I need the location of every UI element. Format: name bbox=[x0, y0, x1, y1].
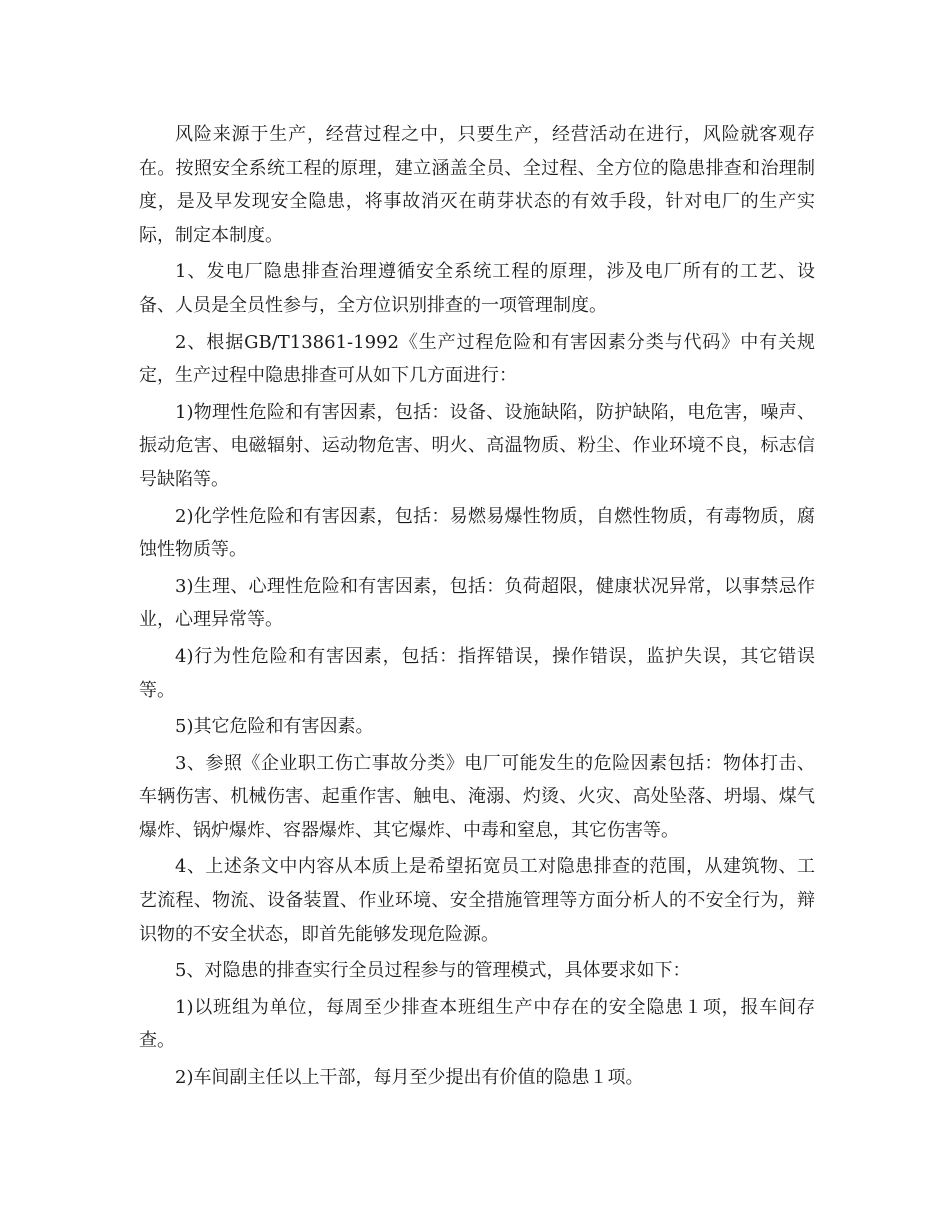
paragraph-item-4: 4、上述条文中内容从本质上是希望拓宽员工对隐患排查的范围，从建筑物、工艺流程、物流、设备装置、作业环境、安全措施管理等方面分析人的不安全行为，辩识物的不安全状态，即首先能够发现危险源。 bbox=[139, 856, 815, 945]
paragraph-intro: 风险来源于生产，经营过程之中，只要生产，经营活动在进行，风险就客观存在。按照安全系统工程的原理，建立涵盖全员、全过程、全方位的隐患排查和治理制度，是及早发现安全隐患，将事故消灭在萌芽状态的有效手段，针对电厂的生产实际，制定本制度。 bbox=[139, 124, 815, 246]
paragraph-item-1: 1、发电厂隐患排查治理遵循安全系统工程的原理，涉及电厂所有的工艺、设备、人员是全员性参与，全方位识别排查的一项管理制度。 bbox=[139, 261, 815, 316]
paragraph-subitem-chemical: 2)化学性危险和有害因素，包括：易燃易爆性物质，自燃性物质，有毒物质，腐蚀性物质等。 bbox=[139, 505, 815, 561]
paragraph-item-5: 5、对隐患的排查实行全员过程参与的管理模式，具体要求如下： bbox=[175, 960, 691, 982]
paragraph-item-3: 3、参照《企业职工伤亡事故分类》电厂可能发生的危险因素包括：物体打击、车辆伤害、机械伤害、起重作害、触电、淹溺、灼烫、火灾、高处坠落、坍塌、煤气爆炸、锅炉爆炸、容器爆炸、其它爆炸、中毒和窒息，其它伤害等。 bbox=[139, 752, 815, 841]
paragraph-subitem-physical: 1)物理性危险和有害因素，包括：设备、设施缺陷，防护缺陷，电危害，噪声、振动危害、电磁辐射、运动物危害、明火、高温物质、粉尘、作业环境不良，标志信号缺陷等。 bbox=[139, 401, 815, 490]
paragraph-item-2: 2、根据GB/T13861-1992《生产过程危险和有害因素分类与代码》中有关规定，生产过程中隐患排查可从如下几方面进行： bbox=[139, 331, 815, 387]
document-body bbox=[139, 118, 815, 1098]
paragraph-subitem-other: 5)其它危险和有害因素。 bbox=[175, 716, 374, 738]
paragraph-subitem-team: 1)以班组为单位，每周至少排查本班组生产中存在的安全隐患１项，报车间存查。 bbox=[139, 996, 815, 1052]
paragraph-subitem-cadre: 2)车间副主任以上干部，每月至少提出有价值的隐患１项。 bbox=[175, 1067, 644, 1089]
paragraph-subitem-physiological: 3)生理、心理性危险和有害因素，包括：负荷超限，健康状况异常，以事禁忌作业，心理异常等。 bbox=[139, 575, 815, 631]
paragraph-subitem-behavioral: 4)行为性危险和有害因素，包括：指挥错误，操作错误，监护失误，其它错误等。 bbox=[139, 645, 815, 701]
